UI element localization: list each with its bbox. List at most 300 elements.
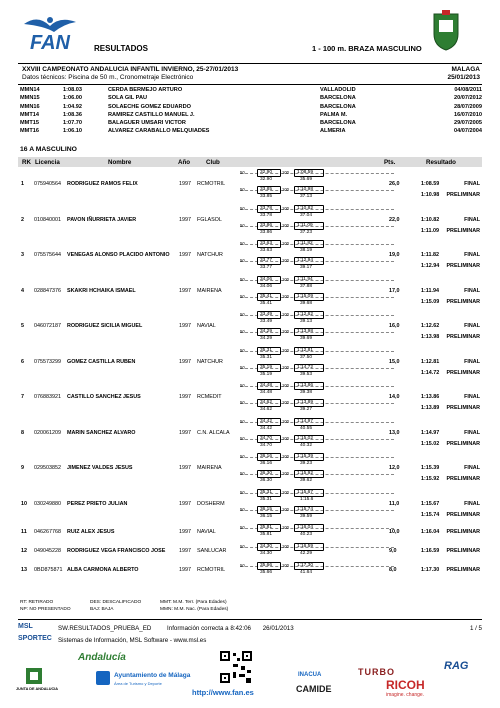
birth-year: 1997 xyxy=(179,358,191,365)
club: RCMOTRIL xyxy=(197,181,226,187)
swimmer-name: MARIN SANCHEZ ALVARO xyxy=(67,429,136,436)
result-row xyxy=(18,275,482,310)
points: 16,0 xyxy=(389,323,400,329)
split-100-time: 1:15.74 xyxy=(297,506,314,512)
result-row xyxy=(18,542,482,561)
birth-year: 1997 xyxy=(179,429,191,436)
result-row xyxy=(18,381,482,416)
split-100-diff: 39.68 xyxy=(300,300,313,306)
split-50-cum: 33.63 xyxy=(260,248,273,253)
col-club: Club xyxy=(206,158,220,166)
split-label-100: 100 xyxy=(282,454,289,459)
split-100-diff: 39.69 xyxy=(300,336,313,341)
col-licencia: Licencia xyxy=(35,158,60,166)
split-100-diff: 37.88 xyxy=(300,283,313,289)
split-label-50: 50 xyxy=(240,347,245,353)
split-label-100: 100 xyxy=(282,400,289,405)
split-50-cum: 35.31 xyxy=(260,354,273,360)
result-time-2: 1:11.09 xyxy=(421,227,439,234)
club: NAVIAL xyxy=(197,323,216,329)
split-label-50: 50 xyxy=(240,312,245,317)
result-status-2: PRELIMINAR xyxy=(446,369,480,376)
club: NATCHUR xyxy=(197,252,223,258)
split-label-100: 100 xyxy=(282,293,289,299)
split-label-100: 100 xyxy=(282,241,289,246)
record-name: BALAGUER UMSARI VICTOR xyxy=(108,120,186,127)
split-label-100: 100 xyxy=(282,187,289,192)
split-100-time: 1:15.39 xyxy=(297,454,314,459)
points: 15,0 xyxy=(389,358,400,365)
split-label-100: 100 xyxy=(282,435,289,441)
andalucia-logo: Andalucía xyxy=(78,652,126,663)
split-50-time: 36.16 xyxy=(260,454,273,459)
record-date: 16/07/2010 xyxy=(454,111,482,118)
record-name: CERDA BERMEJO ARTURO xyxy=(108,87,183,93)
footer-info xyxy=(58,625,294,632)
split-100-diff: 38.19 xyxy=(300,248,313,253)
inacua-logo: INACUA xyxy=(298,672,322,678)
championship-date: 25/01/2013 xyxy=(447,74,480,81)
split-label-100: 100 xyxy=(282,364,289,370)
record-time: 1:08.03 xyxy=(63,87,82,93)
record-name: RAMIREZ CASTILLO MANUEL J. xyxy=(108,111,195,118)
result-time-2: 1:14.72 xyxy=(421,369,440,376)
result-time: 1:16.04 xyxy=(421,529,440,535)
record-time: 1:07.70 xyxy=(63,120,82,127)
split-50-time: 34.48 xyxy=(260,383,273,388)
ayuntamiento-sub: Área de Turismo y Deporte xyxy=(114,681,162,686)
split-50-cum: 35.31 xyxy=(260,496,273,502)
result-status-2: PRELIMINAR xyxy=(446,227,480,234)
result-time: 1:15.67 xyxy=(421,500,440,507)
record-name: SOLAECHE GOMEZ EDUARDO xyxy=(108,103,191,110)
club: MAIRENA xyxy=(197,465,222,471)
split-100-diff: 40.55 xyxy=(300,425,313,431)
footer-software: Sistemas de Información, MSL Software - www.msl.es xyxy=(58,637,207,644)
club: FGLASOL xyxy=(197,216,222,223)
split-50-time: 32.90 xyxy=(260,170,273,175)
split-label-50: 50 xyxy=(240,435,245,441)
result-status: FINAL xyxy=(464,429,480,436)
birth-year: 1997 xyxy=(179,465,191,471)
birth-year: 1997 xyxy=(179,567,191,573)
split-50-time: 34.30 xyxy=(260,544,273,549)
licencia: 049045228 xyxy=(34,548,61,554)
result-status: FINAL xyxy=(464,181,480,187)
split-100-diff: 39.13 xyxy=(300,319,313,324)
result-status: FINAL xyxy=(464,358,480,365)
split-50-cum: 33.77 xyxy=(260,265,273,270)
malaga-city-icon xyxy=(96,671,110,685)
result-row xyxy=(18,417,482,452)
swimmer-name: RODRIGUEZ VEGA FRANCISCO JOSE xyxy=(67,548,166,554)
points: 19,0 xyxy=(389,252,400,258)
split-label-50: 50 xyxy=(240,525,245,530)
junta-shield-icon xyxy=(24,666,44,688)
points: 11,0 xyxy=(389,500,400,507)
ricoh-logo: RICOH xyxy=(386,678,425,692)
split-50-time: 34.62 xyxy=(260,400,273,405)
record-row xyxy=(20,111,482,119)
result-time-2: 1:15.09 xyxy=(421,298,440,305)
birth-year: 1997 xyxy=(179,548,191,554)
split-50-time: 35.31 xyxy=(260,489,273,495)
split-label-100: 100 xyxy=(282,471,289,476)
record-place: BARCELONA xyxy=(320,95,356,102)
record-place: ALMERIA xyxy=(320,128,346,135)
split-50-time: 35.81 xyxy=(260,525,273,530)
rag-logo: RAG xyxy=(444,660,469,672)
split-50-time: 36.30 xyxy=(260,471,273,476)
licencia: 0BD875871 xyxy=(34,567,63,573)
split-50-cum: 34.06 xyxy=(260,283,273,289)
split-100-diff: 39.53 xyxy=(300,371,313,377)
result-row xyxy=(18,168,482,203)
split-50-time: 33.86 xyxy=(260,222,273,228)
result-row xyxy=(18,204,482,239)
category-title: 16 A MASCULINO xyxy=(20,146,77,153)
fan-logo xyxy=(20,12,80,64)
record-row xyxy=(20,94,482,102)
result-status: PRELIMINAR xyxy=(446,567,480,573)
split-50-time: 34.42 xyxy=(260,418,273,424)
licencia: 020061209 xyxy=(34,429,61,436)
club: RCMOTRIL xyxy=(197,567,226,573)
birth-year: 1997 xyxy=(179,500,191,507)
split-50-cum: 36.30 xyxy=(260,478,273,483)
col-year: Año xyxy=(178,158,191,166)
split-50-cum: 32.90 xyxy=(260,177,273,182)
swimmer-name: SKAKRI HCHAIKA ISMAEL xyxy=(67,287,136,294)
rank: 8 xyxy=(21,429,24,436)
split-label-50: 50 xyxy=(240,170,245,175)
result-time-2: 1:10.98 xyxy=(421,192,440,198)
col-resultado: Resultado xyxy=(426,158,456,166)
club: NAVIAL xyxy=(197,529,216,535)
split-label-50: 50 xyxy=(240,400,245,405)
birth-year: 1997 xyxy=(179,529,191,535)
swimmer-name: JIMENEZ VALDES JESUS xyxy=(67,465,133,471)
rank: 12 xyxy=(21,548,27,554)
club: MAIRENA xyxy=(197,287,222,294)
split-100-time: 1:11.94 xyxy=(297,276,313,282)
record-time: 1:08.36 xyxy=(63,111,82,118)
split-100-diff: 40.23 xyxy=(300,532,313,537)
split-50-time: 33.63 xyxy=(260,241,273,246)
split-50-time: 34.70 xyxy=(260,435,273,441)
result-row xyxy=(18,346,482,381)
split-50-cum: 35.41 xyxy=(260,300,273,306)
result-time-2: 1:15.02 xyxy=(421,440,440,447)
swimmer-name: GOMEZ CASTILLA RUBEN xyxy=(67,358,136,365)
record-date: 04/08/2011 xyxy=(454,87,482,93)
result-status-2: PRELIMINAR xyxy=(446,440,480,447)
ayuntamiento-logo: Ayuntamiento de Málaga xyxy=(114,672,191,679)
sportec-logo: SPORTEC xyxy=(18,635,52,642)
result-row xyxy=(18,239,482,274)
result-time-2: 1:13.89 xyxy=(421,405,440,411)
result-status: PRELIMINAR xyxy=(446,548,480,554)
page-number: 1 / 5 xyxy=(469,625,482,632)
points: 8,0 xyxy=(389,567,397,573)
footer-time: 8:42:06 xyxy=(230,625,251,632)
rank: 4 xyxy=(21,287,24,294)
birth-year: 1997 xyxy=(179,287,191,294)
split-label-100: 100 xyxy=(282,418,289,424)
record-date: 04/07/2004 xyxy=(454,128,482,135)
split-50-time: 35.66 xyxy=(260,563,273,568)
split-50-cum: 36.16 xyxy=(260,461,273,466)
licencia: 028847376 xyxy=(34,287,61,294)
results-header xyxy=(18,157,482,167)
records-table xyxy=(20,86,482,136)
legend-baj: BAJ: BAJA xyxy=(90,607,114,612)
split-50-time: 33.78 xyxy=(260,205,273,211)
points: 14,0 xyxy=(389,394,400,400)
record-time: 1:06.10 xyxy=(63,128,82,135)
split-label-50: 50 xyxy=(240,489,245,495)
swimmer-name: PAVON IÑURRIETA JAVIER xyxy=(67,216,137,223)
split-100-time: 1:16.59 xyxy=(297,544,314,549)
result-status-2: PRELIMINAR xyxy=(446,476,480,482)
split-100-diff: 39.17 xyxy=(300,265,313,270)
licencia: 076883921 xyxy=(34,394,61,400)
split-label-50: 50 xyxy=(240,418,245,424)
split-100-time: 1:14.97 xyxy=(297,418,314,424)
rank: 10 xyxy=(21,500,27,507)
split-50-time: 35.19 xyxy=(260,364,273,370)
record-place: BARCELONA xyxy=(320,103,356,110)
swimmer-name: ALBA CARMONA ALBERTO xyxy=(67,567,139,573)
result-row xyxy=(18,488,482,523)
result-time: 1:10.82 xyxy=(421,216,440,223)
col-nombre: Nombre xyxy=(108,158,132,166)
result-status-2: PRELIMINAR xyxy=(446,192,480,198)
split-label-50: 50 xyxy=(240,222,245,228)
result-time-2: 1:15.92 xyxy=(421,476,440,482)
record-date: 20/07/2012 xyxy=(454,95,482,102)
championship-name: XXVIII CAMPEONATO ANDALUCIA INFANTIL INVIERNO, 25-27/01/2013 xyxy=(22,66,239,73)
record-name: SOLA GIL PAU xyxy=(108,95,148,102)
club: SANLUCAR xyxy=(197,548,227,554)
document-title: RESULTADOS xyxy=(94,44,148,53)
split-label-100: 100 xyxy=(282,506,289,512)
split-100-time: 1:15.02 xyxy=(297,435,314,441)
msl-logo: MSL xyxy=(18,623,33,630)
split-100-diff: 39.62 xyxy=(300,478,313,483)
footer-info-label: Información correcta a xyxy=(167,625,229,632)
fan-logo-text: FAN xyxy=(30,32,70,54)
record-row xyxy=(20,86,482,94)
split-label-50: 50 xyxy=(240,293,245,299)
split-100-diff: 37.13 xyxy=(300,194,313,199)
qr-code-icon xyxy=(219,650,253,686)
split-100-diff: 40.32 xyxy=(300,442,313,448)
split-100-time: 1:12.94 xyxy=(297,258,314,263)
result-status: FINAL xyxy=(464,216,480,223)
split-50-time: 33.85 xyxy=(260,187,273,192)
legend-np: NP: NO PRESENTADO xyxy=(20,607,71,612)
points: 12,0 xyxy=(389,465,400,471)
birth-year: 1997 xyxy=(179,181,191,187)
split-label-100: 100 xyxy=(282,489,289,495)
result-time: 1:11.82 xyxy=(421,252,439,258)
result-status: FINAL xyxy=(464,252,480,258)
result-row xyxy=(18,523,482,542)
split-50-time: 36.15 xyxy=(260,506,273,512)
junta-label: JUNTA DE ANDALUCIA xyxy=(16,687,59,691)
legend-rt: RT: RETIRADO xyxy=(20,600,54,605)
result-row xyxy=(18,452,482,487)
result-time-2: 1:12.94 xyxy=(421,263,440,269)
championship-venue: Datos técnicos: Piscina de 50 m., Cronometraje Electrónico xyxy=(22,74,194,81)
points: 26,0 xyxy=(389,181,400,187)
result-time: 1:13.86 xyxy=(421,394,440,400)
split-100-time: 1:15.67 xyxy=(297,489,314,495)
licencia: 046267768 xyxy=(34,529,61,535)
split-label-100: 100 xyxy=(282,205,289,211)
result-time: 1:14.97 xyxy=(421,429,440,436)
record-code: MMT14 xyxy=(20,111,39,118)
licencia: 029503852 xyxy=(34,465,61,471)
legend-mmt: MMT: M.M. Terr. (Para Edades) xyxy=(160,600,227,605)
split-50-cum: 36.15 xyxy=(260,513,273,519)
swimmer-name: CASTILLO SANCHEZ JESUS xyxy=(67,394,141,400)
split-100-time: 1:12.81 xyxy=(297,347,314,353)
split-100-diff: 42.29 xyxy=(300,551,313,556)
split-50-time: 33.77 xyxy=(260,258,273,263)
rank: 5 xyxy=(21,323,24,329)
championship-city: MALAGA xyxy=(451,66,480,73)
legend-des: DES: DESCALIFICADO xyxy=(90,600,142,605)
split-label-100: 100 xyxy=(282,347,289,353)
fan-website-link[interactable]: http://www.fan.es xyxy=(192,688,254,697)
split-100-time: 1:11.09 xyxy=(297,222,313,228)
result-status: FINAL xyxy=(464,500,480,507)
split-label-100: 100 xyxy=(282,563,289,568)
footer-date: 26/01/2013 xyxy=(262,625,294,632)
club: DOSHERM xyxy=(197,500,225,507)
rank: 13 xyxy=(21,567,27,573)
split-50-cum: 35.66 xyxy=(260,570,273,575)
turbo-logo: TURBO xyxy=(358,667,395,677)
result-status-2: PRELIMINAR xyxy=(446,405,480,411)
rank: 3 xyxy=(21,252,24,258)
result-time: 1:17.30 xyxy=(421,567,440,573)
result-status-2: PRELIMINAR xyxy=(446,298,480,305)
result-status-2: PRELIMINAR xyxy=(446,511,480,518)
rank: 11 xyxy=(21,529,27,535)
split-50-cum: 34.42 xyxy=(260,425,273,431)
birth-year: 1997 xyxy=(179,323,191,329)
split-100-time: 1:10.82 xyxy=(297,205,314,211)
split-label-100: 100 xyxy=(282,329,289,334)
result-status: FINAL xyxy=(464,394,480,400)
split-50-time: 35.41 xyxy=(260,293,273,299)
split-100-diff: 37.50 xyxy=(300,354,313,360)
split-100-diff: 41.64 xyxy=(300,570,313,575)
split-100-diff: 1:15.6 xyxy=(300,496,314,502)
split-50-cum: 34.29 xyxy=(260,336,273,341)
split-50-cum: 34.70 xyxy=(260,442,273,448)
record-time: 1:04.92 xyxy=(63,103,82,110)
split-50-cum: 35.19 xyxy=(260,371,273,377)
result-status: PRELIMINAR xyxy=(446,529,480,535)
record-time: 1:06.00 xyxy=(63,95,82,102)
split-100-time: 1:11.82 xyxy=(297,241,313,246)
split-label-50: 50 xyxy=(240,187,245,192)
split-label-100: 100 xyxy=(282,544,289,549)
swimmer-name: RODRIGUEZ SICILIA MIGUEL xyxy=(67,323,143,329)
split-100-time: 1:15.92 xyxy=(297,471,314,476)
record-date: 29/07/2005 xyxy=(454,120,482,127)
result-row xyxy=(18,561,482,580)
split-label-100: 100 xyxy=(282,312,289,317)
result-time: 1:16.59 xyxy=(421,548,440,554)
ricoh-slogan: imagine. change. xyxy=(386,692,425,698)
split-100-diff: 39.38 xyxy=(300,390,313,395)
record-name: ALVAREZ CARABALLO MELQUIADES xyxy=(108,128,210,135)
split-50-cum: 34.48 xyxy=(260,390,273,395)
split-100-time: 1:08.59 xyxy=(297,170,314,175)
split-50-time: 34.06 xyxy=(260,276,273,282)
split-label-50: 50 xyxy=(240,506,245,512)
licencia: 046072187 xyxy=(34,323,61,329)
split-label-50: 50 xyxy=(240,205,245,211)
result-time: 1:08.59 xyxy=(421,181,440,187)
camide-logo: CAMIDE xyxy=(296,684,332,694)
legend xyxy=(20,600,320,616)
record-code: MMT15 xyxy=(20,120,39,127)
licencia: 030249880 xyxy=(34,500,61,507)
record-place: PALMA M. xyxy=(320,111,348,118)
split-100-diff: 39.59 xyxy=(300,513,313,519)
licencia: 075575644 xyxy=(34,252,61,258)
split-100-diff: 37.04 xyxy=(300,212,313,218)
legend-mmn: MMN: M.M. Nac. (Para Edades) xyxy=(160,607,229,612)
footer-file: SW.RESULTADOS_PRUEBA_ED xyxy=(58,625,152,632)
split-100-time: 1:13.89 xyxy=(297,400,314,405)
rank: 7 xyxy=(21,394,24,400)
result-status-2: PRELIMINAR xyxy=(446,263,480,269)
rank: 1 xyxy=(21,181,24,187)
split-100-diff: 37.23 xyxy=(300,229,313,235)
split-label-50: 50 xyxy=(240,383,245,388)
record-row xyxy=(20,103,482,111)
split-100-time: 1:13.98 xyxy=(297,329,314,334)
result-time-2: 1:13.98 xyxy=(421,334,440,340)
birth-year: 1997 xyxy=(179,394,191,400)
split-50-cum: 34.62 xyxy=(260,407,273,412)
split-100-time: 1:13.86 xyxy=(297,383,314,388)
licencia: 075940564 xyxy=(34,181,61,187)
record-code: MMN15 xyxy=(20,95,40,102)
record-place: VALLADOLID xyxy=(320,87,356,93)
split-label-50: 50 xyxy=(240,329,245,334)
record-place: BARCELONA xyxy=(320,120,356,127)
split-50-cum: 33.85 xyxy=(260,194,273,199)
club: NATCHUR xyxy=(197,358,223,365)
birth-year: 1997 xyxy=(179,216,191,223)
split-50-cum: 33.86 xyxy=(260,229,273,235)
split-label-100: 100 xyxy=(282,258,289,263)
split-100-diff: 39.23 xyxy=(300,461,313,466)
split-100-diff: 39.27 xyxy=(300,407,313,412)
split-label-50: 50 xyxy=(240,544,245,549)
result-row xyxy=(18,310,482,345)
split-50-time: 33.49 xyxy=(260,312,273,317)
rank: 6 xyxy=(21,358,24,365)
